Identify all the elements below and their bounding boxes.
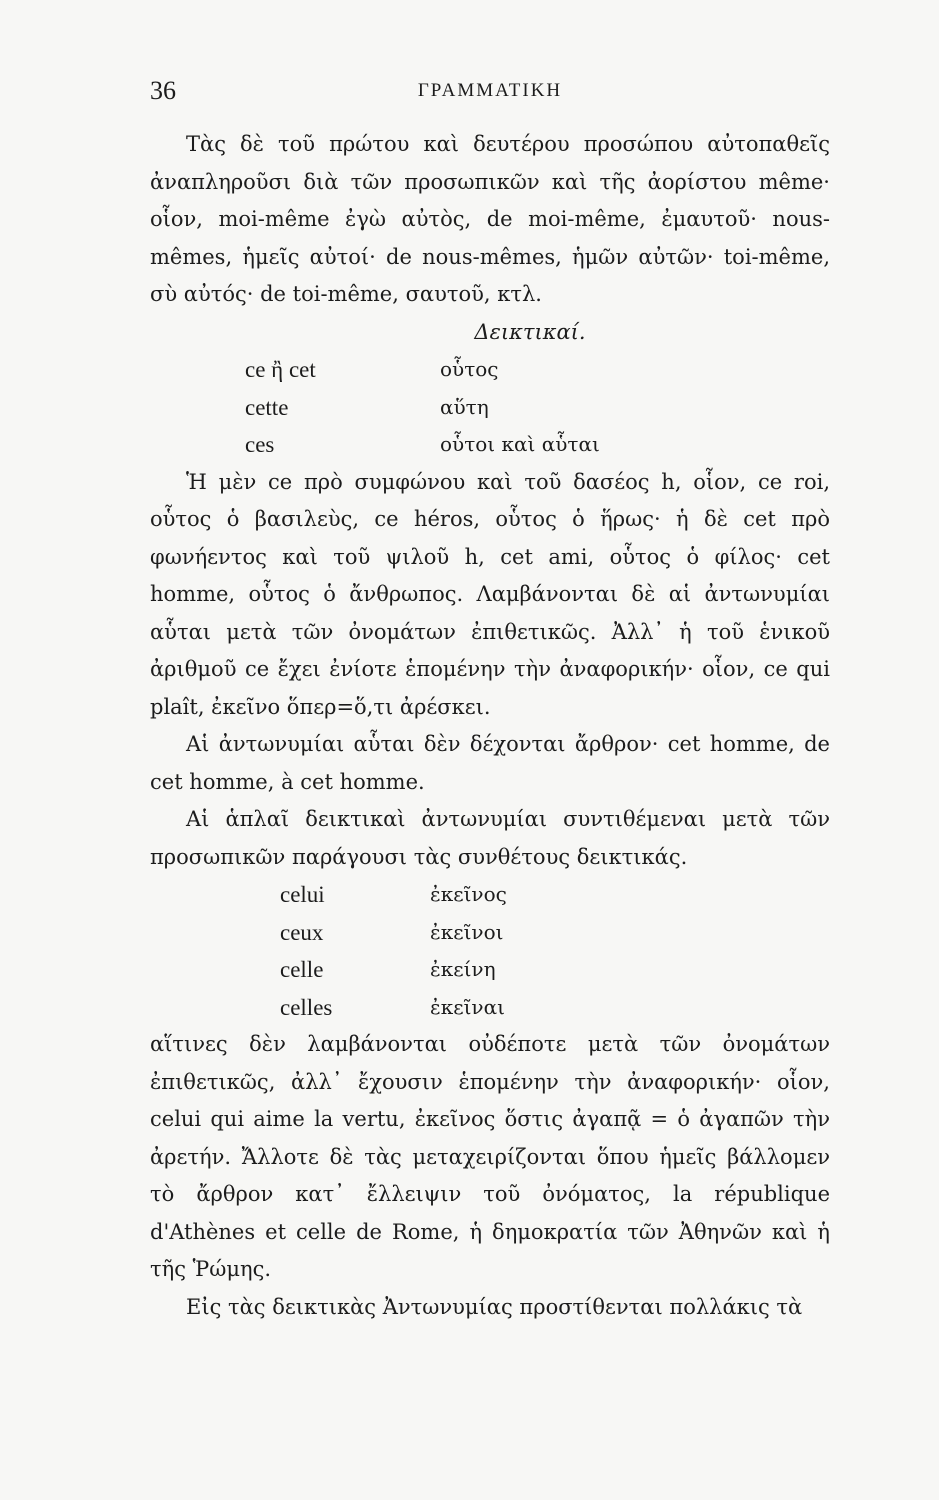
- french-term: cette: [245, 394, 289, 420]
- list-item: [150, 351, 830, 389]
- greek-term: οὗτοι καὶ αὗται: [440, 432, 600, 456]
- paragraph-reflexive: Τὰς δὲ τοῦ πρώτου καὶ δευτέρου προσώπου αὐτοπαθεῖς ἀναπληροῦσι διὰ τῶν προσωπικῶν καὶ τῆς ἀορίστου même· οἷον, moi-même ἐγὼ αὐτὸς, de moi-même, ἐμαυτοῦ· nous-mêmes, ἡμεῖς αὐτοί· de nous-mêmes, ἡμῶν αὐτῶν· toi-même, σὺ αὐτός· de toi-même, σαυτοῦ, κτλ.: [150, 132, 830, 306]
- list-item: [150, 389, 830, 427]
- french-term: celles: [280, 994, 333, 1020]
- page-number: 36: [150, 76, 176, 105]
- greek-term: ἐκεῖνοι: [430, 919, 504, 944]
- list-item: [150, 914, 830, 952]
- french-term: ce ἢ cet: [245, 357, 316, 382]
- greek-term: ἐκείνη: [430, 957, 496, 981]
- paragraph-compound-intro: Αἱ ἁπλαῖ δεικτικαὶ ἀντωνυμίαι συντιθέμεναι μετὰ τῶν προσωπικῶν παράγουσι τὰς συνθέτους δεικτικάς.: [150, 807, 830, 869]
- list-item: [150, 989, 830, 1027]
- simple-demonstratives-list: [150, 351, 830, 464]
- greek-term: ἐκεῖνος: [430, 882, 507, 906]
- greek-term: ἐκεῖναι: [430, 994, 505, 1019]
- page-body: [150, 126, 830, 1326]
- paragraph-ce-cet: Ἡ μὲν ce πρὸ συμφώνου καὶ τοῦ δασέος h, οἷον, ce roi, οὗτος ὁ βασιλεὺς, ce héros, οὗτος ὁ ἥρως· ἡ δὲ cet πρὸ φωνήεντος καὶ τοῦ ψιλοῦ h, cet ami, οὗτος ὁ φίλος· cet homme, οὗτος ὁ ἄνθρωπος. Λαμβάνονται δὲ αἱ ἀντωνυμίαι αὗται μετὰ τῶν ὀνομάτων ἐπιθετικῶς. Ἀλλ᾽ ἡ τοῦ ἑνικοῦ ἀριθμοῦ ce ἔχει ἐνίοτε ἑπομένην τὴν ἀναφορικήν· οἷον, ce qui plaît, ἐκεῖνο ὅπερ=ὅ,τι ἀρέσκει.: [150, 469, 830, 719]
- french-term: celui: [280, 882, 325, 907]
- paragraph-compound-usage: αἵτινες δὲν λαμβάνονται οὐδέποτε μετὰ τῶν ὀνομάτων ἐπιθετικῶς, ἀλλ᾽ ἔχουσιν ἑπομένην τὴν ἀναφορικήν· οἷον, celui qui aime la vertu, ἐκεῖνος ὅστις ἀγαπᾷ = ὁ ἀγαπῶν τὴν ἀρετήν. Ἄλλοτε δὲ τὰς μεταχειρίζονται ὅπου ἡμεῖς βάλλομεν τὸ ἄρθρον κατ᾽ ἔλλειψιν τοῦ ὀνόματος, la république d'Athènes et celle de Rome, ἡ δημοκρατία τῶν Ἀθηνῶν καὶ ἡ τῆς Ῥώμης.: [150, 1032, 830, 1281]
- compound-demonstratives-list: [150, 876, 830, 1026]
- french-term: ces: [245, 432, 275, 457]
- list-item: [150, 951, 830, 989]
- greek-term: οὗτος: [440, 357, 499, 381]
- section-heading-demonstratives: Δεικτικαί.: [474, 319, 586, 344]
- greek-term: αὕτη: [440, 394, 489, 419]
- paragraph-continuation: Εἰς τὰς δεικτικὰς Ἀντωνυμίας προστίθενται πολλάκις τὰ: [186, 1294, 803, 1319]
- french-term: celle: [280, 957, 324, 982]
- list-item: [150, 876, 830, 914]
- running-title: ΓΡΑΜΜΑΤΙΚΗ: [417, 80, 563, 101]
- page-header: [150, 76, 830, 106]
- paragraph-no-article: Αἱ ἀντωνυμίαι αὗται δὲν δέχονται ἄρθρον· cet homme, de cet homme, à cet homme.: [150, 732, 830, 794]
- french-term: ceux: [280, 919, 324, 945]
- list-item: [150, 426, 830, 464]
